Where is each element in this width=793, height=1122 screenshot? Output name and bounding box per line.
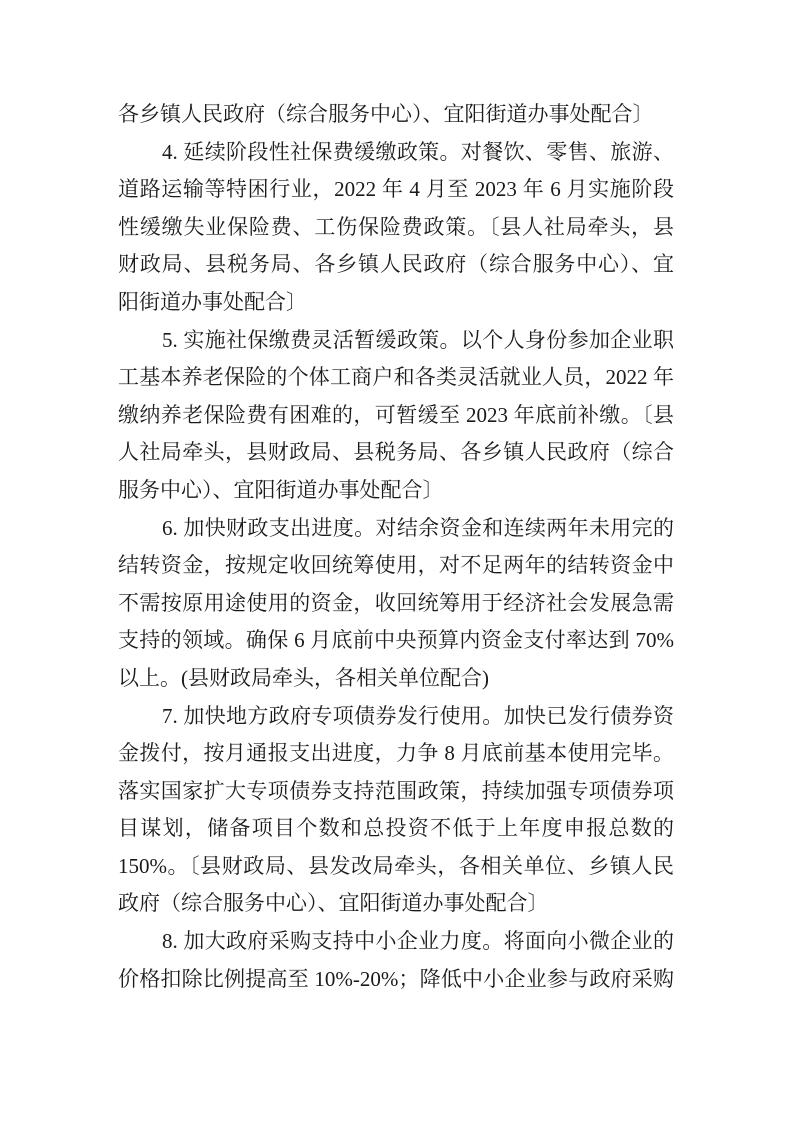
paragraph-item-5 xyxy=(118,322,674,510)
paragraph-continuation xyxy=(118,96,674,134)
text-line: 缴纳养老保险费有困难的，可暂缓至 2023 年底前补缴。〔县 xyxy=(118,402,674,427)
text-line: 结转资金，按规定收回统筹使用，对不足两年的结转资金中 xyxy=(118,553,674,578)
text-line: 价格扣除比例提高至 10%-20%；降低中小企业参与政府采购 xyxy=(118,966,674,991)
paragraph-item-4 xyxy=(118,134,674,322)
text-line: 8. 加大政府采购支持中小企业力度。将面向小微企业的 xyxy=(162,929,674,954)
text-line: 政府（综合服务中心）、宜阳街道办事处配合〕 xyxy=(118,891,549,916)
text-line: 以上。(县财政局牵头，各相关单位配合) xyxy=(118,665,489,690)
text-line: 不需按原用途使用的资金，收回统筹用于经济社会发展急需 xyxy=(118,590,674,615)
document-page xyxy=(118,96,674,998)
text-line: 6. 加快财政支出进度。对结余资金和连续两年未用完的 xyxy=(162,515,674,540)
text-line: 各乡镇人民政府（综合服务中心）、宜阳街道办事处配合〕 xyxy=(118,102,654,126)
text-line: 财政局、县税务局、各乡镇人民政府（综合服务中心）、宜 xyxy=(118,252,674,277)
text-line: 落实国家扩大专项债券支持范围政策，持续加强专项债券项 xyxy=(118,778,674,803)
text-line: 目谋划，储备项目个数和总投资不低于上年度申报总数的 xyxy=(118,816,674,841)
text-line: 工基本养老保险的个体工商户和各类灵活就业人员，2022 年 xyxy=(118,365,674,390)
text-line: 150%。〔县财政局、县发改局牵头，各相关单位、乡镇人民 xyxy=(118,853,674,878)
text-line: 金拨付，按月通报支出进度，力争 8 月底前基本使用完毕。 xyxy=(118,741,674,766)
paragraph-item-7 xyxy=(118,698,674,924)
text-line: 性缓缴失业保险费、工伤保险费政策。〔县人社局牵头，县 xyxy=(118,214,674,239)
text-line: 服务中心）、宜阳街道办事处配合〕 xyxy=(118,477,444,502)
text-line: 4. 延续阶段性社保费缓缴政策。对餐饮、零售、旅游、 xyxy=(162,139,674,164)
text-line: 人社局牵头，县财政局、县税务局、各乡镇人民政府（综合 xyxy=(118,440,674,465)
text-line: 道路运输等特困行业，2022 年 4 月至 2023 年 6 月实施阶段 xyxy=(118,177,674,202)
text-line: 阳街道办事处配合〕 xyxy=(118,289,307,314)
text-line: 7. 加快地方政府专项债券发行使用。加快已发行债券资 xyxy=(162,703,674,728)
text-line: 支持的领域。确保 6 月底前中央预算内资金支付率达到 70% xyxy=(118,628,674,653)
text-line: 5. 实施社保缴费灵活暂缓政策。以个人身份参加企业职 xyxy=(162,327,674,352)
paragraph-item-6 xyxy=(118,510,674,698)
paragraph-item-8 xyxy=(118,923,674,998)
